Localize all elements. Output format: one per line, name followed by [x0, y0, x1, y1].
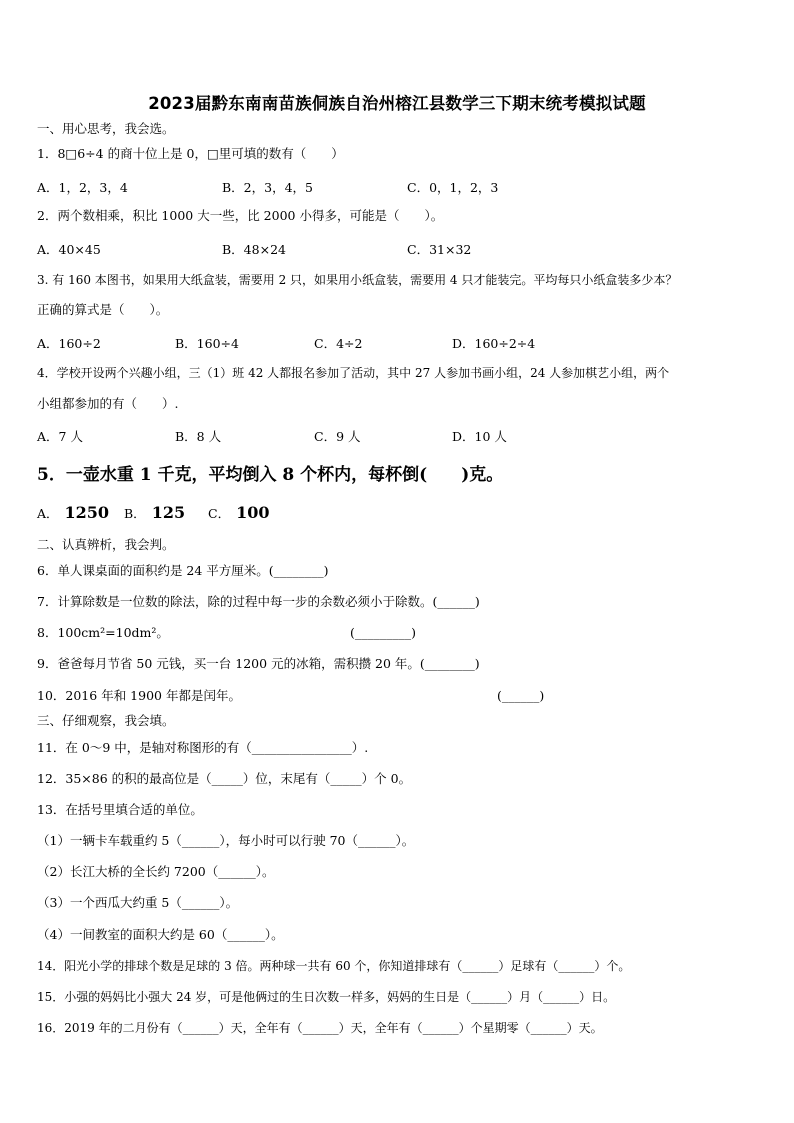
question-11: 11．在 0～9 中，是轴对称图形的有（________________）. [37, 740, 369, 755]
q4-option-c[interactable]: C．9 人 [314, 429, 361, 444]
question-13: 13．在括号里填合适的单位。 [37, 802, 203, 817]
section-heading-fill: 三、仔细观察，我会填。 [37, 713, 175, 728]
section-heading-choice: 一、用心思考，我会选。 [37, 121, 175, 136]
q2-option-c[interactable]: C．31×32 [407, 242, 472, 257]
question-7: 7．计算除数是一位数的除法，除的过程中每一步的余数必须小于除数。(______) [37, 594, 480, 609]
q5-option-c-value: 100 [236, 503, 270, 522]
q5-option-c-letter: C． [208, 506, 231, 521]
question-6: 6．单人课桌面的面积约是 24 平方厘米。(________) [37, 563, 329, 578]
page-title: 2023届黔东南南苗族侗族自治州榕江县数学三下期末统考模拟试题 [148, 94, 646, 113]
question-5: 5．一壶水重 1 千克，平均倒入 8 个杯内，每杯倒( )克。 [37, 465, 504, 485]
question-3-line2: 正确的算式是（ ）。 [37, 302, 169, 317]
q3-option-b[interactable]: B．160÷4 [175, 336, 239, 351]
question-15: 15．小强的妈妈比小强大 24 岁，可是他俩过的生日次数一样多，妈妈的生日是（______）月（______）日。 [37, 990, 616, 1004]
question-10: 10．2016 年和 1900 年都是闰年。 [37, 688, 241, 703]
question-13-4: （4）一间教室的面积大约是 60（______）。 [37, 927, 284, 942]
q4-option-a[interactable]: A．7 人 [37, 429, 83, 444]
q3-option-d[interactable]: D．160÷2÷4 [452, 336, 536, 351]
q5-option-c[interactable] [208, 503, 269, 522]
q5-option-a[interactable] [37, 503, 109, 522]
question-16: 16．2019 年的二月份有（______）天，全年有（______）天，全年有（______）个星期零（______）天。 [37, 1021, 603, 1035]
q2-option-a[interactable]: A．40×45 [37, 242, 101, 257]
question-13-1: （1）一辆卡车载重约 5（______），每小时可以行驶 70（______）。 [37, 833, 415, 848]
q5-option-b[interactable] [124, 503, 185, 522]
question-2: 2．两个数相乘，积比 1000 大一些，比 2000 小得多，可能是（ ）。 [37, 208, 444, 223]
q5-option-a-value: 1250 [64, 503, 110, 522]
q1-option-c[interactable]: C．0，1，2，3 [407, 180, 499, 195]
question-9: 9．爸爸每月节省 50 元钱，买一台 1200 元的冰箱，需积攒 20 年。(________) [37, 656, 480, 671]
q1-option-b[interactable]: B．2，3，4，5 [222, 180, 313, 195]
q5-option-a-letter: A． [37, 506, 59, 521]
question-13-2: （2）长江大桥的全长约 7200（______）。 [37, 864, 275, 879]
q2-option-b[interactable]: B．48×24 [222, 242, 286, 257]
question-1: 1．8□6÷4 的商十位上是 0，□里可填的数有（ ） [37, 146, 344, 161]
q4-option-b[interactable]: B．8 人 [175, 429, 222, 444]
question-3-line1: 3. 有 160 本图书，如果用大纸盒装，需要用 2 只，如果用小纸盒装，需要用 4 只才能装完。平均每只小纸盒装多少本？ [37, 273, 678, 287]
question-12: 12．35×86 的积的最高位是（_____）位，末尾有（_____）个 0。 [37, 771, 412, 786]
question-4-line2: 小组都参加的有（ ）. [37, 396, 179, 411]
question-8: 8．100cm²=10dm²。 [37, 625, 169, 640]
question-10-answer-blank[interactable]: (______) [497, 688, 545, 703]
q1-option-a[interactable]: A．1，2，3，4 [37, 180, 128, 195]
q5-option-b-letter: B． [124, 506, 146, 521]
question-4-line1: 4．学校开设两个兴趣小组，三（1）班 42 人都报名参加了活动，其中 27 人参加书画小组，24 人参加棋艺小组，两个 [37, 366, 670, 380]
question-14: 14．阳光小学的排球个数是足球的 3 倍。两种球一共有 60 个，你知道排球有（______）足球有（______）个。 [37, 959, 631, 973]
q3-option-a[interactable]: A．160÷2 [37, 336, 101, 351]
q3-option-c[interactable]: C．4÷2 [314, 336, 363, 351]
question-8-answer-blank[interactable]: (_________) [350, 625, 417, 640]
question-13-3: （3）一个西瓜大约重 5（______）。 [37, 895, 239, 910]
q5-option-b-value: 125 [151, 503, 186, 522]
section-heading-judge: 二、认真辨析，我会判。 [37, 537, 175, 552]
q4-option-d[interactable]: D．10 人 [452, 429, 507, 444]
